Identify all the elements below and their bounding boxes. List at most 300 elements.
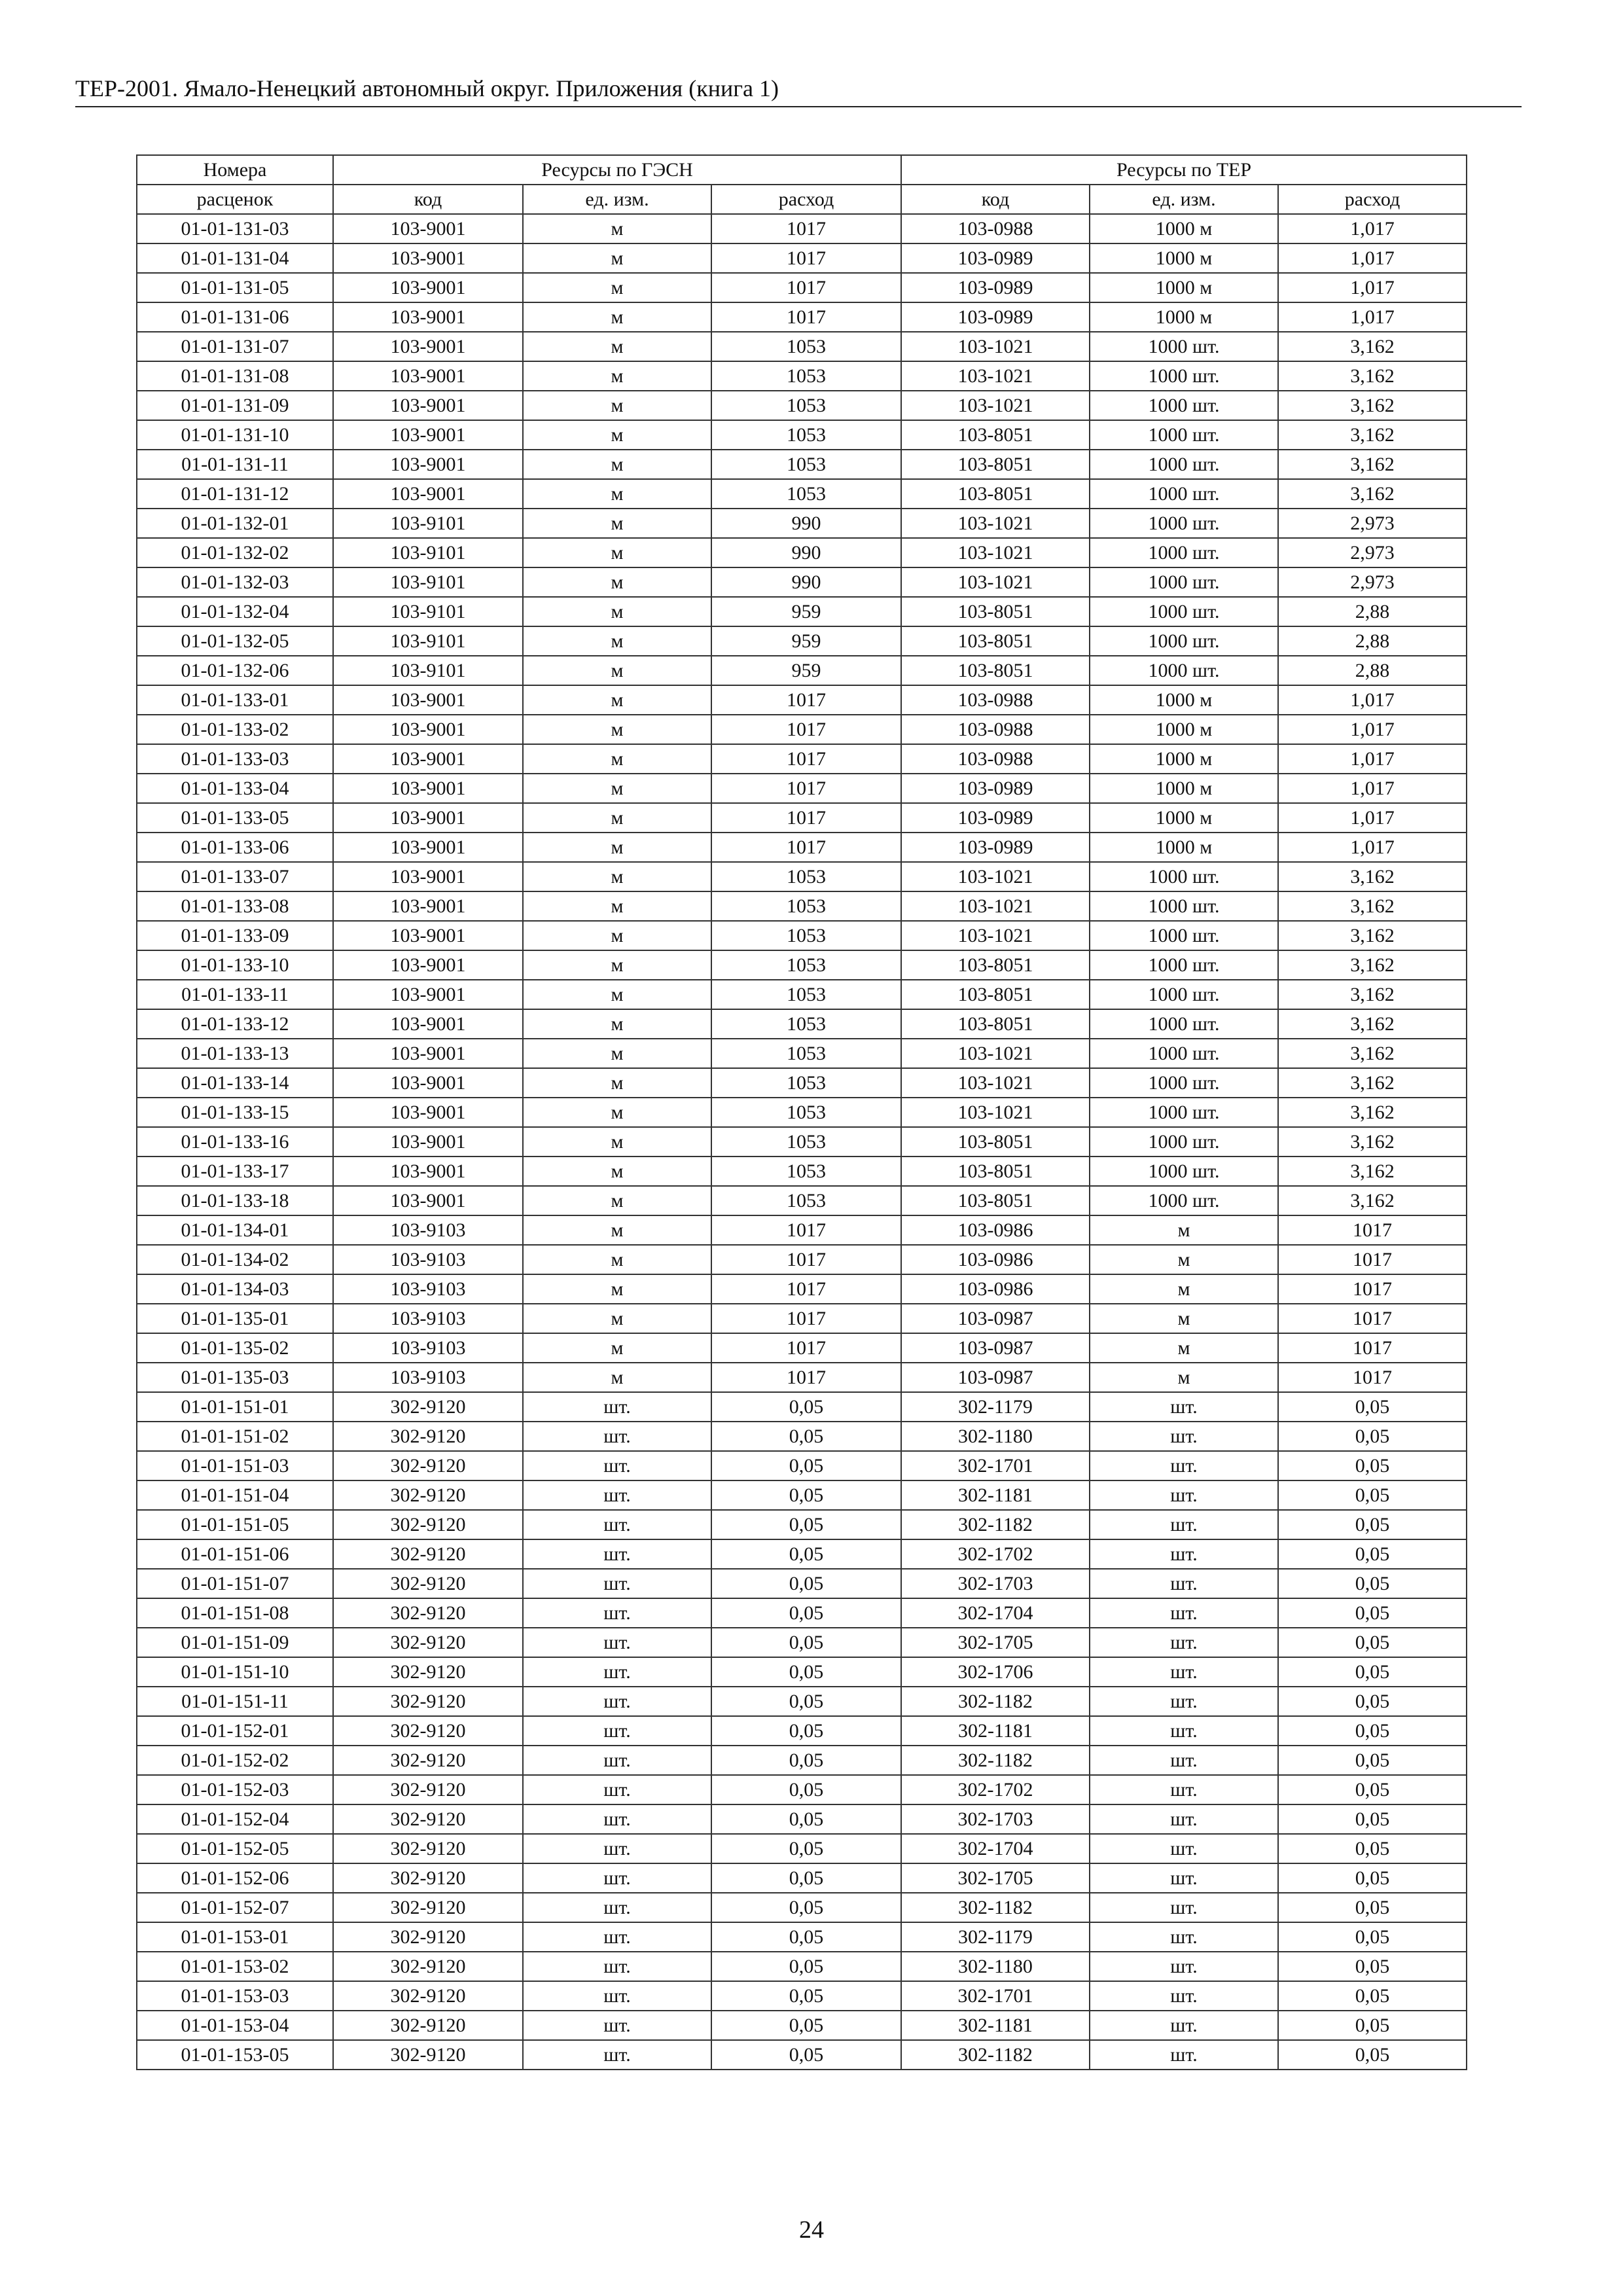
gesn-unit-cell: шт. xyxy=(523,1687,711,1716)
gesn-code-cell: 103-9001 xyxy=(333,214,523,243)
gesn-unit-cell: шт. xyxy=(523,1510,711,1539)
table-row xyxy=(137,1922,1467,1952)
gesn-code-cell: 103-9103 xyxy=(333,1245,523,1274)
ter-consumption-header: расход xyxy=(1278,185,1467,214)
ter-unit-cell: 1000 шт. xyxy=(1090,1068,1278,1098)
gesn-code-cell: 103-9001 xyxy=(333,479,523,509)
ter-unit-cell: м xyxy=(1090,1245,1278,1274)
gesn-consumption-cell: 0,05 xyxy=(711,1716,901,1746)
ter-code-cell: 302-1181 xyxy=(901,1480,1090,1510)
table-row xyxy=(137,1746,1467,1775)
ter-consumption-cell: 3,162 xyxy=(1278,450,1467,479)
ter-consumption-cell: 2,973 xyxy=(1278,567,1467,597)
table-row xyxy=(137,626,1467,656)
page-header xyxy=(75,73,1522,107)
ter-code-cell: 302-1703 xyxy=(901,1569,1090,1598)
ter-consumption-cell: 0,05 xyxy=(1278,1687,1467,1716)
ter-code-cell: 103-1021 xyxy=(901,862,1090,891)
ter-consumption-cell: 2,88 xyxy=(1278,626,1467,656)
rate-number-cell: 01-01-133-03 xyxy=(137,744,333,774)
ter-unit-cell: шт. xyxy=(1090,1746,1278,1775)
ter-code-cell: 103-0989 xyxy=(901,302,1090,332)
rate-number-cell: 01-01-151-09 xyxy=(137,1628,333,1657)
ter-code-cell: 302-1179 xyxy=(901,1922,1090,1952)
ter-consumption-cell: 3,162 xyxy=(1278,332,1467,361)
ter-unit-cell: шт. xyxy=(1090,1510,1278,1539)
ter-code-cell: 103-8051 xyxy=(901,597,1090,626)
ter-consumption-cell: 0,05 xyxy=(1278,1834,1467,1863)
ter-consumption-cell: 3,162 xyxy=(1278,361,1467,391)
ter-code-cell: 103-8051 xyxy=(901,656,1090,685)
rate-number-cell: 01-01-133-17 xyxy=(137,1157,333,1186)
rate-number-cell: 01-01-151-05 xyxy=(137,1510,333,1539)
ter-unit-header: ед. изм. xyxy=(1090,185,1278,214)
gesn-consumption-cell: 0,05 xyxy=(711,1863,901,1893)
gesn-unit-cell: шт. xyxy=(523,1834,711,1863)
ter-unit-cell: шт. xyxy=(1090,1981,1278,2011)
gesn-unit-cell: м xyxy=(523,1127,711,1157)
gesn-consumption-cell: 0,05 xyxy=(711,1451,901,1480)
gesn-unit-cell: м xyxy=(523,391,711,420)
gesn-consumption-cell: 0,05 xyxy=(711,1598,901,1628)
ter-unit-cell: 1000 шт. xyxy=(1090,862,1278,891)
rate-number-cell: 01-01-133-12 xyxy=(137,1009,333,1039)
gesn-unit-cell: м xyxy=(523,803,711,833)
ter-resources-header: Ресурсы по ТЕР xyxy=(901,155,1467,185)
ter-consumption-cell: 1,017 xyxy=(1278,273,1467,302)
resources-table xyxy=(136,154,1467,2070)
ter-code-cell: 103-0988 xyxy=(901,715,1090,744)
rate-number-cell: 01-01-152-03 xyxy=(137,1775,333,1804)
table-row xyxy=(137,1098,1467,1127)
ter-code-cell: 302-1180 xyxy=(901,1422,1090,1451)
ter-code-cell: 103-0986 xyxy=(901,1215,1090,1245)
ter-code-cell: 103-1021 xyxy=(901,538,1090,567)
ter-consumption-cell: 0,05 xyxy=(1278,1480,1467,1510)
ter-unit-cell: шт. xyxy=(1090,1804,1278,1834)
gesn-unit-cell: шт. xyxy=(523,1451,711,1480)
table-head xyxy=(137,155,1467,214)
ter-consumption-cell: 1017 xyxy=(1278,1215,1467,1245)
gesn-consumption-cell: 959 xyxy=(711,597,901,626)
rate-number-cell: 01-01-131-06 xyxy=(137,302,333,332)
ter-consumption-cell: 3,162 xyxy=(1278,391,1467,420)
ter-unit-cell: шт. xyxy=(1090,1716,1278,1746)
ter-unit-cell: 1000 шт. xyxy=(1090,921,1278,950)
gesn-consumption-cell: 1017 xyxy=(711,1274,901,1304)
ter-unit-cell: шт. xyxy=(1090,1922,1278,1952)
ter-consumption-cell: 0,05 xyxy=(1278,1539,1467,1569)
gesn-consumption-cell: 0,05 xyxy=(711,2040,901,2070)
gesn-consumption-cell: 1053 xyxy=(711,479,901,509)
ter-consumption-cell: 0,05 xyxy=(1278,1628,1467,1657)
rate-number-cell: 01-01-153-05 xyxy=(137,2040,333,2070)
gesn-unit-cell: м xyxy=(523,950,711,980)
ter-code-cell: 302-1705 xyxy=(901,1863,1090,1893)
rate-number-cell: 01-01-152-06 xyxy=(137,1863,333,1893)
gesn-code-cell: 302-9120 xyxy=(333,1598,523,1628)
gesn-unit-cell: шт. xyxy=(523,1981,711,2011)
ter-code-cell: 103-0988 xyxy=(901,685,1090,715)
gesn-unit-cell: м xyxy=(523,509,711,538)
rate-number-cell: 01-01-151-01 xyxy=(137,1392,333,1422)
ter-unit-cell: м xyxy=(1090,1274,1278,1304)
ter-consumption-cell: 0,05 xyxy=(1278,1981,1467,2011)
ter-code-cell: 302-1706 xyxy=(901,1657,1090,1687)
gesn-consumption-cell: 990 xyxy=(711,567,901,597)
rate-number-cell: 01-01-134-01 xyxy=(137,1215,333,1245)
rate-number-cell: 01-01-153-03 xyxy=(137,1981,333,2011)
gesn-unit-cell: м xyxy=(523,538,711,567)
table-row xyxy=(137,1274,1467,1304)
rate-number-cell: 01-01-153-01 xyxy=(137,1922,333,1952)
gesn-consumption-cell: 1017 xyxy=(711,803,901,833)
table-row xyxy=(137,420,1467,450)
gesn-code-cell: 103-9001 xyxy=(333,273,523,302)
gesn-code-cell: 103-9001 xyxy=(333,1009,523,1039)
ter-consumption-cell: 0,05 xyxy=(1278,1922,1467,1952)
ter-unit-cell: 1000 шт. xyxy=(1090,450,1278,479)
rate-number-cell: 01-01-133-05 xyxy=(137,803,333,833)
ter-consumption-cell: 0,05 xyxy=(1278,1804,1467,1834)
rate-number-cell: 01-01-131-03 xyxy=(137,214,333,243)
ter-unit-cell: 1000 шт. xyxy=(1090,626,1278,656)
ter-code-cell: 103-0988 xyxy=(901,214,1090,243)
ter-code-cell: 103-1021 xyxy=(901,567,1090,597)
gesn-consumption-cell: 0,05 xyxy=(711,1981,901,2011)
ter-consumption-cell: 0,05 xyxy=(1278,1863,1467,1893)
rate-number-cell: 01-01-135-03 xyxy=(137,1363,333,1392)
ter-code-cell: 103-0989 xyxy=(901,273,1090,302)
gesn-code-cell: 302-9120 xyxy=(333,1628,523,1657)
gesn-unit-cell: м xyxy=(523,891,711,921)
gesn-code-cell: 103-9001 xyxy=(333,685,523,715)
rate-number-cell: 01-01-133-13 xyxy=(137,1039,333,1068)
gesn-code-header: код xyxy=(333,185,523,214)
ter-consumption-cell: 0,05 xyxy=(1278,1746,1467,1775)
gesn-consumption-cell: 1017 xyxy=(711,1363,901,1392)
ter-code-cell: 302-1701 xyxy=(901,1451,1090,1480)
ter-code-cell: 302-1181 xyxy=(901,2011,1090,2040)
table-row xyxy=(137,1952,1467,1981)
gesn-code-cell: 302-9120 xyxy=(333,1480,523,1510)
document-title: ТЕР-2001. Ямало-Ненецкий автономный округ. Приложения (книга 1) xyxy=(75,75,779,101)
gesn-consumption-cell: 0,05 xyxy=(711,1834,901,1863)
gesn-consumption-cell: 1053 xyxy=(711,1068,901,1098)
gesn-code-cell: 302-9120 xyxy=(333,1716,523,1746)
gesn-unit-cell: м xyxy=(523,567,711,597)
ter-unit-cell: 1000 м xyxy=(1090,833,1278,862)
gesn-consumption-cell: 1053 xyxy=(711,1127,901,1157)
ter-consumption-cell: 1017 xyxy=(1278,1333,1467,1363)
table-row xyxy=(137,1893,1467,1922)
ter-code-header: код xyxy=(901,185,1090,214)
rate-number-cell: 01-01-132-06 xyxy=(137,656,333,685)
rate-number-cell: 01-01-132-03 xyxy=(137,567,333,597)
gesn-code-cell: 302-9120 xyxy=(333,1392,523,1422)
ter-consumption-cell: 3,162 xyxy=(1278,1068,1467,1098)
gesn-unit-cell: м xyxy=(523,479,711,509)
ter-unit-cell: шт. xyxy=(1090,1392,1278,1422)
gesn-code-cell: 302-9120 xyxy=(333,1422,523,1451)
ter-code-cell: 103-8051 xyxy=(901,626,1090,656)
gesn-code-cell: 302-9120 xyxy=(333,1451,523,1480)
ter-unit-cell: шт. xyxy=(1090,1952,1278,1981)
rate-number-cell: 01-01-151-07 xyxy=(137,1569,333,1598)
ter-unit-cell: 1000 м xyxy=(1090,774,1278,803)
gesn-code-cell: 103-9101 xyxy=(333,656,523,685)
ter-code-cell: 103-1021 xyxy=(901,509,1090,538)
ter-code-cell: 302-1182 xyxy=(901,1746,1090,1775)
ter-unit-cell: 1000 м xyxy=(1090,715,1278,744)
ter-unit-cell: 1000 шт. xyxy=(1090,391,1278,420)
ter-code-cell: 302-1179 xyxy=(901,1392,1090,1422)
gesn-unit-cell: м xyxy=(523,685,711,715)
ter-code-cell: 103-8051 xyxy=(901,980,1090,1009)
ter-consumption-cell: 3,162 xyxy=(1278,950,1467,980)
gesn-unit-cell: шт. xyxy=(523,1863,711,1893)
gesn-consumption-cell: 1053 xyxy=(711,1186,901,1215)
rate-number-cell: 01-01-134-02 xyxy=(137,1245,333,1274)
gesn-unit-cell: м xyxy=(523,302,711,332)
gesn-code-cell: 103-9001 xyxy=(333,332,523,361)
gesn-code-cell: 103-9101 xyxy=(333,509,523,538)
table-row xyxy=(137,1569,1467,1598)
rate-number-cell: 01-01-151-10 xyxy=(137,1657,333,1687)
gesn-unit-cell: шт. xyxy=(523,1392,711,1422)
numbers-header-bottom: расценок xyxy=(137,185,333,214)
ter-code-cell: 103-0986 xyxy=(901,1245,1090,1274)
ter-code-cell: 103-0987 xyxy=(901,1304,1090,1333)
ter-unit-cell: шт. xyxy=(1090,1863,1278,1893)
table-row xyxy=(137,1628,1467,1657)
ter-consumption-cell: 2,88 xyxy=(1278,656,1467,685)
gesn-code-cell: 103-9001 xyxy=(333,1098,523,1127)
table-row xyxy=(137,1687,1467,1716)
gesn-code-cell: 103-9103 xyxy=(333,1274,523,1304)
table-row xyxy=(137,803,1467,833)
rate-number-cell: 01-01-133-10 xyxy=(137,950,333,980)
rate-number-cell: 01-01-151-04 xyxy=(137,1480,333,1510)
ter-unit-cell: м xyxy=(1090,1215,1278,1245)
gesn-code-cell: 103-9001 xyxy=(333,950,523,980)
table-row xyxy=(137,950,1467,980)
gesn-consumption-cell: 1017 xyxy=(711,214,901,243)
gesn-code-cell: 103-9101 xyxy=(333,567,523,597)
gesn-code-cell: 302-9120 xyxy=(333,1687,523,1716)
gesn-unit-cell: шт. xyxy=(523,1657,711,1687)
gesn-code-cell: 302-9120 xyxy=(333,1657,523,1687)
rate-number-cell: 01-01-152-05 xyxy=(137,1834,333,1863)
table-row xyxy=(137,1068,1467,1098)
ter-unit-cell: 1000 шт. xyxy=(1090,509,1278,538)
gesn-code-cell: 302-9120 xyxy=(333,1922,523,1952)
gesn-unit-cell: м xyxy=(523,450,711,479)
gesn-unit-cell: м xyxy=(523,1068,711,1098)
ter-code-cell: 103-1021 xyxy=(901,332,1090,361)
gesn-consumption-cell: 1053 xyxy=(711,1009,901,1039)
gesn-unit-cell: м xyxy=(523,1039,711,1068)
ter-unit-cell: шт. xyxy=(1090,1539,1278,1569)
ter-code-cell: 302-1701 xyxy=(901,1981,1090,2011)
rate-number-cell: 01-01-153-02 xyxy=(137,1952,333,1981)
ter-consumption-cell: 3,162 xyxy=(1278,1009,1467,1039)
ter-unit-cell: 1000 м xyxy=(1090,243,1278,273)
table-row xyxy=(137,2040,1467,2070)
ter-code-cell: 103-8051 xyxy=(901,450,1090,479)
gesn-unit-cell: м xyxy=(523,862,711,891)
gesn-consumption-cell: 1017 xyxy=(711,302,901,332)
ter-code-cell: 103-8051 xyxy=(901,1186,1090,1215)
gesn-consumption-header: расход xyxy=(711,185,901,214)
gesn-consumption-cell: 0,05 xyxy=(711,1422,901,1451)
ter-unit-cell: 1000 шт. xyxy=(1090,980,1278,1009)
ter-code-cell: 302-1704 xyxy=(901,1834,1090,1863)
rate-number-cell: 01-01-152-07 xyxy=(137,1893,333,1922)
gesn-consumption-cell: 1053 xyxy=(711,450,901,479)
ter-consumption-cell: 1,017 xyxy=(1278,243,1467,273)
ter-code-cell: 103-0989 xyxy=(901,243,1090,273)
gesn-code-cell: 302-9120 xyxy=(333,1539,523,1569)
gesn-code-cell: 103-9001 xyxy=(333,243,523,273)
gesn-consumption-cell: 0,05 xyxy=(711,1628,901,1657)
table-row xyxy=(137,1510,1467,1539)
gesn-code-cell: 103-9001 xyxy=(333,420,523,450)
table-row xyxy=(137,774,1467,803)
table-row xyxy=(137,1598,1467,1628)
table-row xyxy=(137,1215,1467,1245)
gesn-consumption-cell: 1017 xyxy=(711,243,901,273)
ter-consumption-cell: 0,05 xyxy=(1278,1775,1467,1804)
table-row xyxy=(137,1039,1467,1068)
gesn-consumption-cell: 1017 xyxy=(711,1304,901,1333)
gesn-code-cell: 302-9120 xyxy=(333,1775,523,1804)
gesn-consumption-cell: 1017 xyxy=(711,273,901,302)
ter-unit-cell: 1000 м xyxy=(1090,302,1278,332)
table-row xyxy=(137,1834,1467,1863)
table-body xyxy=(137,214,1467,2070)
table-row xyxy=(137,243,1467,273)
gesn-unit-cell: м xyxy=(523,1245,711,1274)
ter-consumption-cell: 1,017 xyxy=(1278,833,1467,862)
gesn-code-cell: 302-9120 xyxy=(333,1804,523,1834)
ter-consumption-cell: 1017 xyxy=(1278,1304,1467,1333)
rate-number-cell: 01-01-131-05 xyxy=(137,273,333,302)
ter-unit-cell: шт. xyxy=(1090,1451,1278,1480)
gesn-code-cell: 103-9001 xyxy=(333,862,523,891)
ter-consumption-cell: 0,05 xyxy=(1278,1893,1467,1922)
gesn-unit-cell: шт. xyxy=(523,1922,711,1952)
ter-unit-cell: шт. xyxy=(1090,1628,1278,1657)
ter-code-cell: 103-8051 xyxy=(901,420,1090,450)
gesn-code-cell: 302-9120 xyxy=(333,1863,523,1893)
ter-consumption-cell: 3,162 xyxy=(1278,1039,1467,1068)
gesn-code-cell: 302-9120 xyxy=(333,1510,523,1539)
gesn-code-cell: 302-9120 xyxy=(333,1746,523,1775)
ter-code-cell: 302-1704 xyxy=(901,1598,1090,1628)
ter-consumption-cell: 0,05 xyxy=(1278,2040,1467,2070)
gesn-code-cell: 103-9001 xyxy=(333,774,523,803)
rate-number-cell: 01-01-135-01 xyxy=(137,1304,333,1333)
gesn-unit-cell: шт. xyxy=(523,1893,711,1922)
gesn-consumption-cell: 1053 xyxy=(711,1157,901,1186)
rate-number-cell: 01-01-133-01 xyxy=(137,685,333,715)
ter-consumption-cell: 1,017 xyxy=(1278,214,1467,243)
gesn-unit-cell: м xyxy=(523,1333,711,1363)
table-row xyxy=(137,302,1467,332)
table-row xyxy=(137,509,1467,538)
ter-code-cell: 103-8051 xyxy=(901,479,1090,509)
gesn-unit-cell: шт. xyxy=(523,1952,711,1981)
ter-consumption-cell: 3,162 xyxy=(1278,980,1467,1009)
table-row xyxy=(137,214,1467,243)
table-row xyxy=(137,1804,1467,1834)
gesn-consumption-cell: 1017 xyxy=(711,833,901,862)
rate-number-cell: 01-01-133-16 xyxy=(137,1127,333,1157)
gesn-unit-cell: м xyxy=(523,774,711,803)
table-row xyxy=(137,1363,1467,1392)
table-row xyxy=(137,921,1467,950)
table-row xyxy=(137,744,1467,774)
rate-number-cell: 01-01-151-02 xyxy=(137,1422,333,1451)
ter-unit-cell: шт. xyxy=(1090,1893,1278,1922)
ter-code-cell: 302-1182 xyxy=(901,1510,1090,1539)
rate-number-cell: 01-01-133-09 xyxy=(137,921,333,950)
gesn-consumption-cell: 0,05 xyxy=(711,1746,901,1775)
table-row xyxy=(137,685,1467,715)
rate-number-cell: 01-01-133-14 xyxy=(137,1068,333,1098)
gesn-code-cell: 302-9120 xyxy=(333,1893,523,1922)
rate-number-cell: 01-01-131-08 xyxy=(137,361,333,391)
ter-unit-cell: 1000 шт. xyxy=(1090,479,1278,509)
table-row xyxy=(137,2011,1467,2040)
gesn-code-cell: 103-9001 xyxy=(333,715,523,744)
gesn-code-cell: 103-9103 xyxy=(333,1333,523,1363)
gesn-code-cell: 103-9001 xyxy=(333,1157,523,1186)
gesn-unit-cell: м xyxy=(523,1009,711,1039)
rate-number-cell: 01-01-133-04 xyxy=(137,774,333,803)
ter-consumption-cell: 1017 xyxy=(1278,1274,1467,1304)
ter-unit-cell: 1000 шт. xyxy=(1090,597,1278,626)
table-row xyxy=(137,479,1467,509)
rate-number-cell: 01-01-133-15 xyxy=(137,1098,333,1127)
gesn-consumption-cell: 0,05 xyxy=(711,1893,901,1922)
header-row-2 xyxy=(137,185,1467,214)
gesn-unit-cell: шт. xyxy=(523,1746,711,1775)
ter-unit-cell: 1000 шт. xyxy=(1090,1127,1278,1157)
ter-code-cell: 302-1182 xyxy=(901,1893,1090,1922)
ter-unit-cell: 1000 м xyxy=(1090,685,1278,715)
ter-unit-cell: м xyxy=(1090,1363,1278,1392)
table-row xyxy=(137,567,1467,597)
ter-unit-cell: шт. xyxy=(1090,2011,1278,2040)
gesn-unit-cell: шт. xyxy=(523,1598,711,1628)
gesn-consumption-cell: 0,05 xyxy=(711,1775,901,1804)
gesn-unit-cell: м xyxy=(523,1363,711,1392)
gesn-consumption-cell: 1053 xyxy=(711,391,901,420)
rate-number-cell: 01-01-153-04 xyxy=(137,2011,333,2040)
ter-consumption-cell: 3,162 xyxy=(1278,862,1467,891)
ter-code-cell: 103-8051 xyxy=(901,950,1090,980)
ter-code-cell: 103-8051 xyxy=(901,1009,1090,1039)
gesn-unit-cell: шт. xyxy=(523,1804,711,1834)
rate-number-cell: 01-01-151-03 xyxy=(137,1451,333,1480)
gesn-code-cell: 302-9120 xyxy=(333,2040,523,2070)
ter-unit-cell: шт. xyxy=(1090,1775,1278,1804)
ter-consumption-cell: 3,162 xyxy=(1278,1098,1467,1127)
ter-consumption-cell: 0,05 xyxy=(1278,1392,1467,1422)
gesn-consumption-cell: 1017 xyxy=(711,744,901,774)
